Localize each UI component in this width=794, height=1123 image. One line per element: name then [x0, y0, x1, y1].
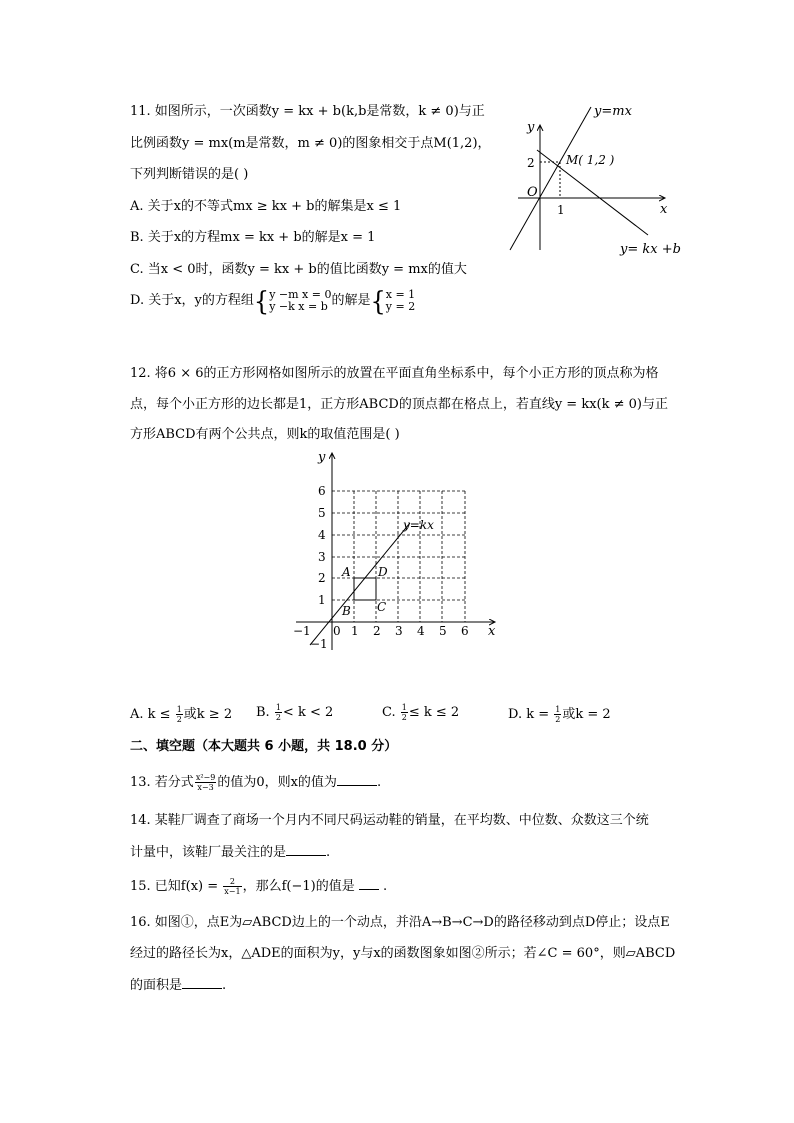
q12-option-d: D. k = $\frac{1}{2}$ 或k = 2 — [508, 705, 611, 724]
q11-option-d-solution — [386, 289, 415, 313]
q12-x-tick-5: 5 — [439, 624, 447, 638]
q13: 13. 若分式 $\frac{\text{x²−9}}{x-3}$ 的值为0，则x的值为 . — [130, 773, 382, 792]
q11-line-mx — [510, 107, 591, 250]
q16-line3: 的面积是 . — [130, 978, 227, 993]
q11-option-d-system — [269, 289, 331, 313]
q15: 15. 已知f(x) = $\frac{2}{x-1}$ ，那么f(−1)的值是 . — [130, 877, 388, 896]
q12-y-tick-5: 5 — [318, 506, 326, 520]
q11-option-d: D. 关于x，y的方程组{ y −m x = 0 y −k x = b 的解是{ x = 1 y = 2 — [130, 285, 416, 316]
q12-y-tick-1: 1 — [318, 593, 326, 607]
q12-x-tick-4: 4 — [417, 624, 425, 638]
q12-label-a: A — [342, 565, 351, 579]
q11-label-x: x — [660, 202, 668, 217]
q12-y-tick-neg1: −1 — [310, 637, 328, 651]
q11-label-mx: y=mx — [594, 104, 632, 119]
q13-blank[interactable] — [337, 773, 377, 786]
q12-x-tick-neg1: −1 — [293, 624, 311, 638]
q14-line1: 14. 某鞋厂调查了商场一个月内不同尺码运动鞋的销量，在平均数、中位数、众数这三个统 — [130, 813, 649, 828]
q11-option-b: B. 关于x的方程mx = kx + b的解是x = 1 — [130, 230, 376, 245]
q12-x-tick-1: 1 — [351, 624, 359, 638]
q11-option-c: C. 当x < 0时，函数y = kx + b的值比函数y = mx的值大 — [130, 262, 467, 277]
q12-square-abcd — [354, 578, 376, 600]
q12-label-line: y=kx — [403, 518, 434, 532]
q16-line1: 16. 如图①，点E为▱ABCD边上的一个动点，并沿A→B→C→D的路径移动到点D停止；设点E — [130, 915, 670, 930]
q11-option-d-mid: 的解是 — [331, 293, 371, 308]
q12-option-b: B. $\frac{1}{2}$ < k < 2 — [256, 703, 334, 722]
q12-label-d: D — [378, 565, 388, 579]
q15-blank[interactable] — [359, 877, 379, 890]
q12-grid — [332, 491, 465, 622]
q12-x-tick-2: 2 — [373, 624, 381, 638]
q11-tick-x-1: 1 — [557, 203, 565, 217]
q12-figure — [290, 445, 510, 660]
q11-label-origin: O — [527, 185, 538, 200]
q11-label-m: M( 1,2 ) — [566, 153, 615, 167]
q11-option-d-sol1: x = 1 — [385, 287, 416, 301]
q16-line2: 经过的路径长为x，△ADE的面积为y，y与x的函数图象如图②所示；若∠C = 60°，则▱ABCD — [130, 946, 676, 961]
q13-fraction: $\frac{\text{x²−9}}{x-3}$ — [195, 773, 216, 792]
q11-option-a: A. 关于x的不等式mx ≥ kx + b的解集是x ≤ 1 — [130, 199, 402, 214]
q12-y-tick-3: 3 — [318, 550, 326, 564]
q14-line2: 计量中，该鞋厂最关注的是 . — [130, 845, 331, 860]
q11-stem-line1: 11. 如图所示，一次函数y = kx + b(k,b是常数，k ≠ 0)与正 — [130, 104, 485, 119]
q12-label-y: y — [318, 450, 326, 465]
q12-label-b: B — [342, 604, 351, 618]
q11-option-d-prefix: D. 关于x，y的方程组 — [130, 293, 254, 308]
q12-y-tick-6: 6 — [318, 484, 326, 498]
q12-y-tick-4: 4 — [318, 528, 326, 542]
q11-figure — [500, 95, 710, 265]
q12-option-c: C. $\frac{1}{2}$ ≤ k ≤ 2 — [382, 703, 460, 722]
section2-heading: 二、填空题（本大题共 6 小题，共 18.0 分） — [130, 739, 398, 754]
q11-option-d-eq1: y −m x = 0 — [269, 287, 332, 301]
q11-option-d-sol2: y = 2 — [385, 299, 416, 313]
q11-tick-y-2: 2 — [527, 156, 535, 170]
q12-option-a: A. k ≤ $\frac{1}{2}$ 或k ≥ 2 — [130, 705, 233, 724]
q11-label-y: y — [527, 120, 535, 135]
q11-stem-line2: 比例函数y = mx(m是常数，m ≠ 0)的图象相交于点M(1,2)， — [130, 136, 491, 151]
q12-label-c: C — [377, 600, 387, 614]
q16-blank[interactable] — [182, 976, 222, 989]
q11-option-d-eq2: y −k x = b — [269, 299, 328, 313]
q11-stem-line3: 下列判断错误的是( ) — [130, 167, 249, 182]
q12-stem-line2: 点，每个小正方形的边长都是1，正方形ABCD的顶点都在格点上，若直线y = kx(k ≠ 0)与正 — [130, 397, 668, 412]
q12-stem-line1: 12. 将6 × 6的正方形网格如图所示的放置在平面直角坐标系中，每个小正方形的顶点称为格 — [130, 366, 659, 381]
q14-blank[interactable] — [286, 843, 326, 856]
q11-label-kx-b: y= kx +b — [620, 242, 681, 257]
q12-y-tick-2: 2 — [318, 571, 326, 585]
q12-label-x: x — [488, 624, 496, 639]
q12-x-tick-6: 6 — [461, 624, 469, 638]
q12-stem-line3: 方形ABCD有两个公共点，则k的取值范围是( ) — [130, 427, 400, 442]
q12-x-tick-0: 0 — [333, 624, 341, 638]
q15-fraction: $\frac{2}{x-1}$ — [224, 877, 241, 896]
q12-x-tick-3: 3 — [395, 624, 403, 638]
q12-x-ticks — [293, 624, 469, 638]
